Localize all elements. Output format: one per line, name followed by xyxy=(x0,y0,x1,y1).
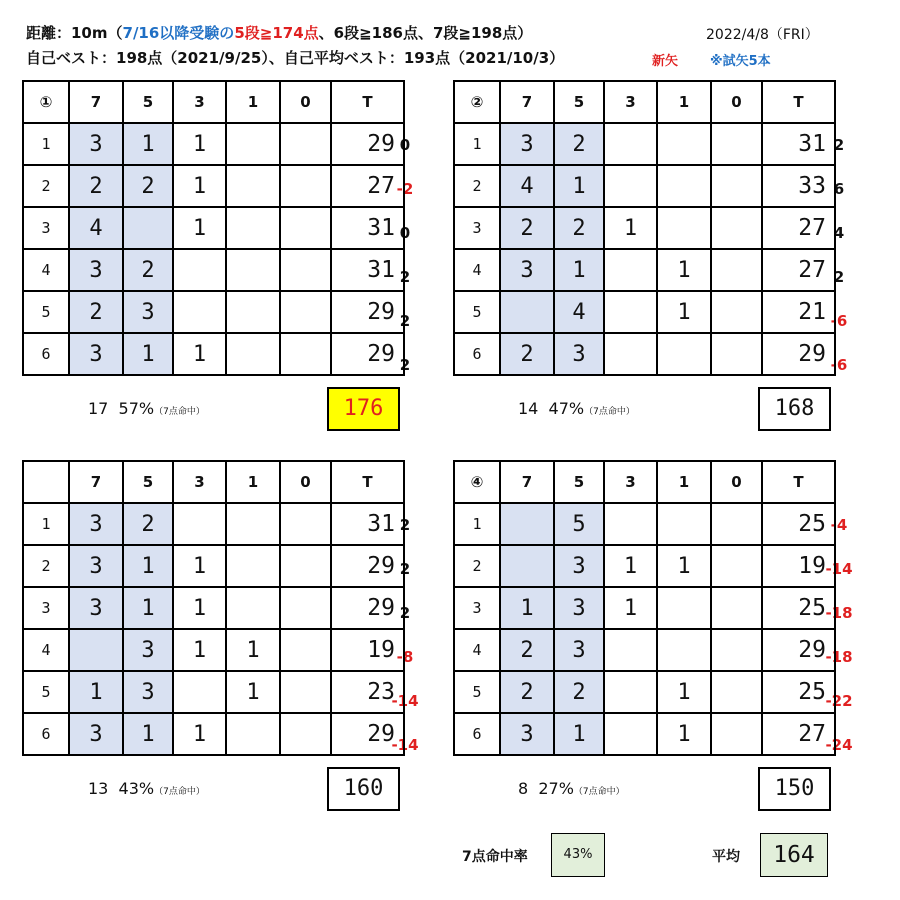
count-cell-1 xyxy=(226,503,280,545)
column-header: 1 xyxy=(657,81,711,123)
hit-percent: 43% xyxy=(118,779,155,798)
hit-note: （7点命中） xyxy=(584,407,635,417)
count-cell-5: 1 xyxy=(123,713,173,755)
round-table xyxy=(453,80,836,376)
count-cell-3 xyxy=(604,503,657,545)
count-cell-1 xyxy=(657,207,711,249)
table-header-row xyxy=(23,461,404,503)
count-cell-7: 2 xyxy=(69,165,123,207)
header-line-1 xyxy=(26,22,532,43)
count-cell-0 xyxy=(280,123,331,165)
count-cell-5: 3 xyxy=(123,629,173,671)
count-cell-3 xyxy=(604,333,657,375)
column-header: 0 xyxy=(711,461,762,503)
end-number: 5 xyxy=(454,291,500,333)
end-number: 3 xyxy=(23,587,69,629)
count-cell-7: 3 xyxy=(500,249,554,291)
count-cell-0 xyxy=(280,671,331,713)
end-total: 25 xyxy=(762,587,835,629)
count-cell-1 xyxy=(226,249,280,291)
cumulative-diff: -14 xyxy=(391,736,419,754)
end-number: 3 xyxy=(454,587,500,629)
count-cell-1 xyxy=(657,503,711,545)
count-cell-0 xyxy=(711,249,762,291)
count-cell-7: 2 xyxy=(500,333,554,375)
cumulative-diff: 2 xyxy=(833,136,845,154)
count-cell-1 xyxy=(657,587,711,629)
hit-rate-label: 7点命中率 xyxy=(462,849,528,865)
end-total: 31 xyxy=(331,207,404,249)
column-header: 7 xyxy=(500,81,554,123)
end-number: 5 xyxy=(454,671,500,713)
end-number: 6 xyxy=(454,713,500,755)
count-cell-5: 2 xyxy=(554,123,604,165)
count-cell-1: 1 xyxy=(657,671,711,713)
count-cell-0 xyxy=(280,587,331,629)
table-row xyxy=(454,291,835,333)
count-cell-5: 3 xyxy=(123,671,173,713)
round-total: 160 xyxy=(327,767,400,811)
end-total: 29 xyxy=(331,333,404,375)
end-number: 1 xyxy=(23,503,69,545)
count-cell-1 xyxy=(226,165,280,207)
column-header: 1 xyxy=(657,461,711,503)
count-cell-3 xyxy=(604,123,657,165)
count-cell-3 xyxy=(173,291,226,333)
round-stats xyxy=(88,779,205,798)
column-header: 1 xyxy=(226,461,280,503)
count-cell-7: 4 xyxy=(69,207,123,249)
end-number: 6 xyxy=(23,333,69,375)
column-header: T xyxy=(762,461,835,503)
round-table xyxy=(453,460,836,756)
count-cell-7: 2 xyxy=(500,671,554,713)
round-total: 150 xyxy=(758,767,831,811)
count-cell-7: 1 xyxy=(500,587,554,629)
dan5-threshold: 5段≧174点 xyxy=(234,24,319,42)
count-cell-0 xyxy=(711,671,762,713)
column-header: 7 xyxy=(69,461,123,503)
hit-count: 8 xyxy=(518,779,529,798)
end-total: 19 xyxy=(331,629,404,671)
cumulative-diff: 2 xyxy=(399,268,411,286)
cumulative-diff: 2 xyxy=(399,312,411,330)
table-row xyxy=(454,587,835,629)
table-row xyxy=(23,587,404,629)
end-number: 4 xyxy=(454,249,500,291)
count-cell-1: 1 xyxy=(657,291,711,333)
count-cell-5: 3 xyxy=(554,333,604,375)
cumulative-diff: 6 xyxy=(833,180,845,198)
end-total: 27 xyxy=(762,713,835,755)
end-total: 29 xyxy=(331,123,404,165)
table-header-row xyxy=(454,461,835,503)
count-cell-1: 1 xyxy=(657,713,711,755)
end-number: 3 xyxy=(23,207,69,249)
hit-count: 17 xyxy=(88,399,109,418)
count-cell-7 xyxy=(500,503,554,545)
count-cell-0 xyxy=(711,713,762,755)
count-cell-3: 1 xyxy=(604,587,657,629)
table-row xyxy=(23,165,404,207)
column-header: 5 xyxy=(123,81,173,123)
count-cell-3 xyxy=(604,629,657,671)
round-label: ① xyxy=(23,81,69,123)
count-cell-5: 3 xyxy=(123,291,173,333)
count-cell-0 xyxy=(711,291,762,333)
end-number: 4 xyxy=(23,249,69,291)
count-cell-0 xyxy=(711,503,762,545)
table-row xyxy=(23,629,404,671)
cumulative-diff: 2 xyxy=(399,560,411,578)
table-row xyxy=(23,503,404,545)
count-cell-3 xyxy=(604,249,657,291)
table-row xyxy=(454,165,835,207)
count-cell-3: 1 xyxy=(173,123,226,165)
count-cell-5: 1 xyxy=(554,249,604,291)
count-cell-0 xyxy=(711,333,762,375)
end-number: 6 xyxy=(454,333,500,375)
cumulative-diff: -22 xyxy=(825,692,853,710)
hit-count: 14 xyxy=(518,399,539,418)
table-row xyxy=(454,629,835,671)
count-cell-3: 1 xyxy=(173,545,226,587)
count-cell-5: 3 xyxy=(554,587,604,629)
end-total: 29 xyxy=(331,713,404,755)
count-cell-5: 1 xyxy=(123,587,173,629)
cumulative-diff: 4 xyxy=(833,224,845,242)
column-header: 5 xyxy=(554,461,604,503)
count-cell-5: 2 xyxy=(123,503,173,545)
end-total: 29 xyxy=(331,587,404,629)
column-header: 0 xyxy=(280,461,331,503)
count-cell-5: 2 xyxy=(554,207,604,249)
round-table xyxy=(22,460,405,756)
count-cell-7: 2 xyxy=(500,207,554,249)
table-row xyxy=(454,123,835,165)
trial-arrow-tag: ※試矢5本 xyxy=(710,54,771,69)
cumulative-diff: -6 xyxy=(830,312,848,330)
table-row xyxy=(454,671,835,713)
end-number: 2 xyxy=(23,545,69,587)
column-header: 0 xyxy=(280,81,331,123)
count-cell-7 xyxy=(69,629,123,671)
hit-note: （7点命中） xyxy=(154,787,205,797)
count-cell-7: 1 xyxy=(69,671,123,713)
count-cell-5: 2 xyxy=(554,671,604,713)
count-cell-0 xyxy=(280,333,331,375)
count-cell-0 xyxy=(280,629,331,671)
end-number: 4 xyxy=(23,629,69,671)
end-total: 31 xyxy=(331,249,404,291)
column-header: 1 xyxy=(226,81,280,123)
end-total: 27 xyxy=(762,249,835,291)
count-cell-7 xyxy=(500,545,554,587)
count-cell-3 xyxy=(604,291,657,333)
count-cell-5: 5 xyxy=(554,503,604,545)
count-cell-0 xyxy=(280,713,331,755)
count-cell-7: 3 xyxy=(69,123,123,165)
table-row xyxy=(454,207,835,249)
count-cell-7: 2 xyxy=(500,629,554,671)
count-cell-5: 1 xyxy=(554,165,604,207)
end-number: 5 xyxy=(23,291,69,333)
round-stats xyxy=(88,399,205,418)
end-total: 23 xyxy=(331,671,404,713)
header-line-2: 自己ベスト：198点（2021/9/25）、自己平均ベスト：193点（2021/10/3） xyxy=(26,49,565,67)
column-header: 3 xyxy=(173,461,226,503)
end-number: 2 xyxy=(454,545,500,587)
table-row xyxy=(23,291,404,333)
count-cell-7: 3 xyxy=(500,123,554,165)
count-cell-7: 3 xyxy=(69,587,123,629)
round-label xyxy=(23,461,69,503)
count-cell-0 xyxy=(280,545,331,587)
count-cell-1 xyxy=(657,165,711,207)
hit-percent: 27% xyxy=(538,779,574,798)
count-cell-5 xyxy=(123,207,173,249)
date-text: 2022/4/8（FRI） xyxy=(706,27,819,43)
column-header: 0 xyxy=(711,81,762,123)
end-total: 27 xyxy=(762,207,835,249)
end-total: 25 xyxy=(762,671,835,713)
round-label: ④ xyxy=(454,461,500,503)
count-cell-1 xyxy=(657,333,711,375)
count-cell-7: 3 xyxy=(69,713,123,755)
count-cell-3: 1 xyxy=(173,165,226,207)
table-row xyxy=(23,123,404,165)
count-cell-3 xyxy=(604,713,657,755)
cumulative-diff: -14 xyxy=(391,692,419,710)
column-header: 5 xyxy=(554,81,604,123)
count-cell-1 xyxy=(226,207,280,249)
column-header: 7 xyxy=(500,461,554,503)
count-cell-0 xyxy=(711,207,762,249)
table-row xyxy=(454,503,835,545)
end-number: 2 xyxy=(23,165,69,207)
table-header-row xyxy=(454,81,835,123)
new-arrow-tag: 新矢 xyxy=(652,54,679,69)
count-cell-3 xyxy=(173,671,226,713)
count-cell-1 xyxy=(226,587,280,629)
count-cell-1: 1 xyxy=(657,249,711,291)
count-cell-0 xyxy=(280,291,331,333)
count-cell-1: 1 xyxy=(226,629,280,671)
count-cell-5: 1 xyxy=(554,713,604,755)
end-number: 2 xyxy=(454,165,500,207)
end-number: 5 xyxy=(23,671,69,713)
cumulative-diff: -6 xyxy=(830,356,848,374)
count-cell-3: 1 xyxy=(173,629,226,671)
end-number: 6 xyxy=(23,713,69,755)
end-total: 25 xyxy=(762,503,835,545)
count-cell-3: 1 xyxy=(173,333,226,375)
average-label: 平均 xyxy=(712,849,740,865)
count-cell-0 xyxy=(280,249,331,291)
round-total: 176 xyxy=(327,387,400,431)
table-row xyxy=(23,333,404,375)
count-cell-0 xyxy=(280,207,331,249)
count-cell-7: 3 xyxy=(69,545,123,587)
count-cell-1 xyxy=(657,629,711,671)
cumulative-diff: -2 xyxy=(396,180,414,198)
column-header: 3 xyxy=(604,461,657,503)
count-cell-3: 1 xyxy=(173,713,226,755)
cumulative-diff: -14 xyxy=(825,560,853,578)
count-cell-5: 4 xyxy=(554,291,604,333)
cumulative-diff: 0 xyxy=(399,224,411,242)
count-cell-7: 3 xyxy=(69,249,123,291)
column-header: T xyxy=(762,81,835,123)
end-total: 29 xyxy=(331,291,404,333)
end-total: 19 xyxy=(762,545,835,587)
column-header: 7 xyxy=(69,81,123,123)
end-total: 29 xyxy=(331,545,404,587)
hit-count: 13 xyxy=(88,779,109,798)
average-box xyxy=(760,833,828,877)
cumulative-diff: -18 xyxy=(825,604,853,622)
end-number: 1 xyxy=(454,503,500,545)
table-row xyxy=(23,207,404,249)
end-number: 3 xyxy=(454,207,500,249)
count-cell-1 xyxy=(226,291,280,333)
average-value: 164 xyxy=(773,842,815,868)
count-cell-1 xyxy=(226,123,280,165)
count-cell-3 xyxy=(604,165,657,207)
column-header: 5 xyxy=(123,461,173,503)
round-total: 168 xyxy=(758,387,831,431)
count-cell-3: 1 xyxy=(604,545,657,587)
count-cell-3 xyxy=(604,671,657,713)
count-cell-3: 1 xyxy=(173,207,226,249)
count-cell-1 xyxy=(226,713,280,755)
table-row xyxy=(23,249,404,291)
count-cell-7: 3 xyxy=(500,713,554,755)
count-cell-1: 1 xyxy=(226,671,280,713)
hit-percent: 57% xyxy=(118,399,155,418)
end-total: 27 xyxy=(331,165,404,207)
count-cell-3: 1 xyxy=(604,207,657,249)
count-cell-5: 3 xyxy=(554,545,604,587)
round-stats xyxy=(518,399,635,418)
count-cell-5: 2 xyxy=(123,249,173,291)
count-cell-0 xyxy=(280,503,331,545)
count-cell-1: 1 xyxy=(657,545,711,587)
count-cell-7: 2 xyxy=(69,291,123,333)
hit-rate-value: 43% xyxy=(563,847,593,862)
count-cell-5: 1 xyxy=(123,123,173,165)
column-header: T xyxy=(331,81,404,123)
end-number: 1 xyxy=(23,123,69,165)
cumulative-diff: 0 xyxy=(399,136,411,154)
end-total: 33 xyxy=(762,165,835,207)
end-total: 29 xyxy=(762,333,835,375)
count-cell-7: 4 xyxy=(500,165,554,207)
count-cell-7: 3 xyxy=(69,503,123,545)
hit-rate-box xyxy=(551,833,605,877)
count-cell-0 xyxy=(280,165,331,207)
count-cell-7: 3 xyxy=(69,333,123,375)
table-row xyxy=(454,249,835,291)
count-cell-0 xyxy=(711,587,762,629)
count-cell-0 xyxy=(711,545,762,587)
cumulative-diff: -18 xyxy=(825,648,853,666)
cumulative-diff: -24 xyxy=(825,736,853,754)
count-cell-1 xyxy=(226,545,280,587)
hit-note: （7点命中） xyxy=(154,407,205,417)
table-row xyxy=(23,671,404,713)
cumulative-diff: 2 xyxy=(833,268,845,286)
column-header: 3 xyxy=(173,81,226,123)
count-cell-3 xyxy=(173,249,226,291)
count-cell-1 xyxy=(226,333,280,375)
round-stats xyxy=(518,779,625,798)
table-header-row xyxy=(23,81,404,123)
end-total: 29 xyxy=(762,629,835,671)
end-total: 31 xyxy=(762,123,835,165)
other-thresholds: 、6段≧186点、7段≧198点） xyxy=(318,24,533,42)
count-cell-5: 3 xyxy=(554,629,604,671)
distance-text: 距離：10m（ xyxy=(26,24,123,42)
count-cell-0 xyxy=(711,165,762,207)
table-row xyxy=(23,545,404,587)
cumulative-diff: -8 xyxy=(396,648,414,666)
count-cell-7 xyxy=(500,291,554,333)
cumulative-diff: 2 xyxy=(399,604,411,622)
count-cell-5: 1 xyxy=(123,333,173,375)
cumulative-diff: 2 xyxy=(399,356,411,374)
cumulative-diff: 2 xyxy=(399,516,411,534)
column-header: 3 xyxy=(604,81,657,123)
end-total: 21 xyxy=(762,291,835,333)
end-total: 31 xyxy=(331,503,404,545)
round-table xyxy=(22,80,405,376)
count-cell-5: 1 xyxy=(123,545,173,587)
table-row xyxy=(454,713,835,755)
count-cell-0 xyxy=(711,629,762,671)
end-number: 4 xyxy=(454,629,500,671)
count-cell-3 xyxy=(173,503,226,545)
column-header: T xyxy=(331,461,404,503)
count-cell-3: 1 xyxy=(173,587,226,629)
exam-period-text: 7/16以降受験の xyxy=(122,24,235,42)
end-number: 1 xyxy=(454,123,500,165)
cumulative-diff: -4 xyxy=(830,516,848,534)
table-row xyxy=(23,713,404,755)
count-cell-0 xyxy=(711,123,762,165)
count-cell-1 xyxy=(657,123,711,165)
round-label: ② xyxy=(454,81,500,123)
table-row xyxy=(454,333,835,375)
count-cell-5: 2 xyxy=(123,165,173,207)
hit-note: （7点命中） xyxy=(573,787,625,797)
hit-percent: 47% xyxy=(548,399,585,418)
table-row xyxy=(454,545,835,587)
